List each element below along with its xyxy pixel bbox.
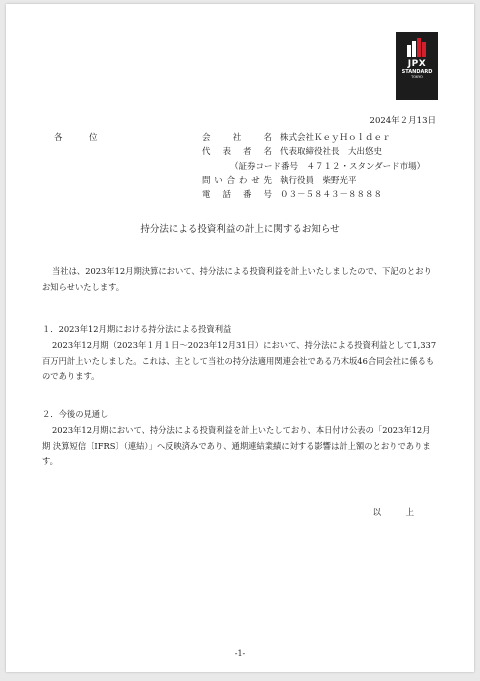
intro-text: 当社は、2023年12月期決算において、持分法による投資利益を計上いたしましたので、下記のとおりお知らせいたします。 xyxy=(42,266,432,292)
section-2-text: 2023年12月期において、持分法による投資利益を計上いたしており、本日付け公表の「2023年12月期 決算短信〔IFRS〕（連結）」へ反映済みであり、通期連結業績に対する影響は計上額のとおりであります。 xyxy=(42,425,431,466)
info-value: （証券コード番号 ４７１２・スタンダード市場） xyxy=(230,161,426,172)
section-1-body xyxy=(42,338,438,385)
info-value: ０３－５８４３－８８８８ xyxy=(280,190,383,201)
issue-date: 2024年２月13日 xyxy=(369,116,436,126)
section-1-text: 2023年12月期（2023年１月１日～2023年12月31日）において、持分法による投資利益として1,337百万円計上いたしました。これは、主として当社の持分法適用関連会社である乃木坂46合同会社に係るものであります。 xyxy=(42,340,437,381)
intro-paragraph xyxy=(42,264,438,295)
addressee: 各 位 xyxy=(54,133,107,143)
info-row-phone xyxy=(202,188,425,202)
company-info-block xyxy=(202,131,425,202)
info-label: 会社名 xyxy=(202,133,272,143)
page-number: -1- xyxy=(234,649,246,658)
logo-city-text: TOKYO xyxy=(411,75,423,79)
info-label: 電話番号 xyxy=(202,190,272,201)
section-2-heading: ２．今後の見通し xyxy=(42,409,109,419)
info-row-securities-code xyxy=(202,160,425,174)
document-page xyxy=(6,4,474,672)
logo-jpx-text: JPX xyxy=(407,59,427,69)
info-label: 代表者名 xyxy=(202,147,272,158)
jpx-standard-logo xyxy=(396,32,438,100)
document-title: 持分法による投資利益の計上に関するお知らせ xyxy=(140,224,340,235)
section-2-body xyxy=(42,423,438,470)
info-row-company xyxy=(202,131,425,145)
logo-segment-text: STANDARD xyxy=(401,69,433,75)
info-row-contact xyxy=(202,174,425,188)
info-label: 問い合わせ先 xyxy=(202,175,272,186)
closing-mark: 以 上 xyxy=(372,508,422,518)
info-value: 執行役員 柴野光平 xyxy=(280,175,357,186)
jpx-emblem-icon xyxy=(406,37,428,57)
section-1-heading: １．2023年12月期における持分法による投資利益 xyxy=(42,324,232,334)
info-row-representative xyxy=(202,145,425,159)
info-value: 株式会社ＫｅｙＨｏｌｄｅｒ xyxy=(280,133,391,143)
info-value: 代表取締役社長 大出悠史 xyxy=(280,147,383,158)
